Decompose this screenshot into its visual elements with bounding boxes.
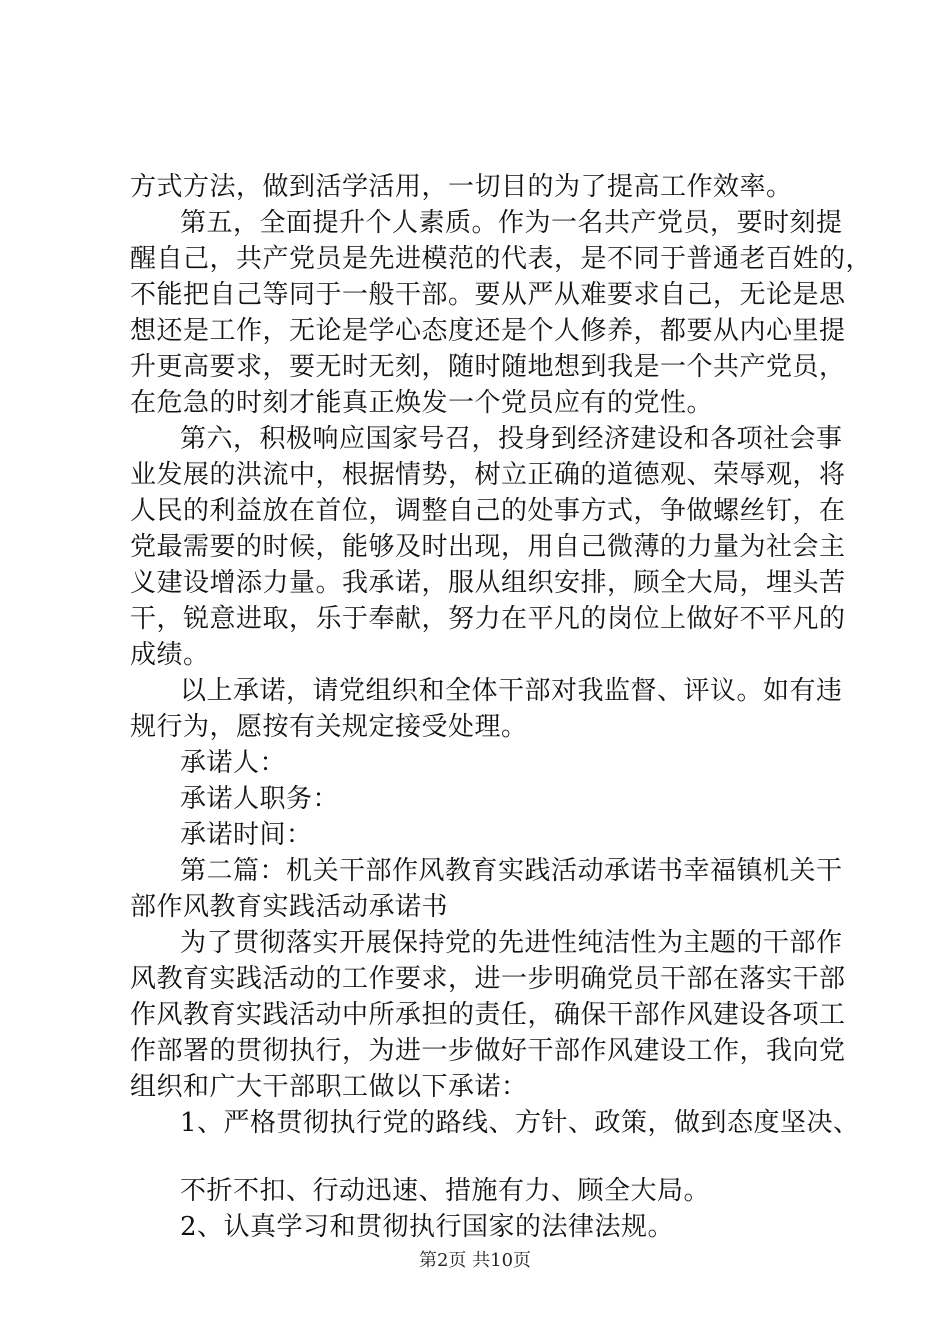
- body-text-line: 作风教育实践活动中所承担的责任，确保干部作风建设各项工: [130, 1000, 846, 1030]
- body-text-line: 干，锐意进取，乐于奉献，努力在平凡的岗位上做好不平凡的: [130, 604, 846, 634]
- body-text-line: 义建设增添力量。我承诺，服从组织安排，顾全大局，埋头苦: [130, 568, 846, 598]
- signature-position-label: 承诺人职务：: [180, 784, 340, 814]
- body-text-line: 不能把自己等同于一般干部。要从严从难要求自己，无论是思: [130, 280, 846, 310]
- list-item: 2、认真学习和贯彻执行国家的法律法规。: [180, 1212, 675, 1242]
- body-text-line: 方式方法，做到活学活用，一切目的为了提高工作效率。: [130, 172, 793, 202]
- list-item: 1、严格贯彻执行党的路线、方针、政策，做到态度坚决、: [180, 1108, 860, 1138]
- body-text-line: 规行为，愿按有关规定接受处理。: [130, 712, 528, 742]
- body-text-line: 作部署的贯彻执行，为进一步做好干部作风建设工作，我向党: [130, 1036, 846, 1066]
- body-text-line: 升更高要求，要无时无刻，随时随地想到我是一个共产党员，: [130, 352, 846, 382]
- section-heading-line: 部作风教育实践活动承诺书: [130, 892, 449, 922]
- page-number: 第2页 共10页: [418, 1250, 532, 1271]
- body-text-line: 第五，全面提升个人素质。作为一名共产党员，要时刻提: [180, 208, 843, 238]
- list-item-continuation: 不折不扣、行动迅速、措施有力、顾全大局。: [180, 1176, 711, 1206]
- body-text-line: 想还是工作，无论是学心态度还是个人修养，都要从内心里提: [130, 316, 846, 346]
- signature-date-label: 承诺时间：: [180, 820, 313, 850]
- body-text-line: 醒自己，共产党员是先进模范的代表，是不同于普通老百姓的，: [130, 244, 873, 274]
- signature-label: 承诺人：: [180, 748, 287, 778]
- body-text-line: 以上承诺，请党组织和全体干部对我监督、评议。如有违: [180, 676, 843, 706]
- body-text-line: 在危急的时刻才能真正焕发一个党员应有的党性。: [130, 388, 714, 418]
- body-text-line: 为了贯彻落实开展保持党的先进性纯洁性为主题的干部作: [180, 928, 843, 958]
- body-text-line: 成绩。: [130, 640, 210, 670]
- body-text-line: 业发展的洪流中，根据情势，树立正确的道德观、荣辱观，将: [130, 460, 846, 490]
- body-text-line: 组织和广大干部职工做以下承诺：: [130, 1072, 528, 1102]
- body-text-line: 人民的利益放在首位，调整自己的处事方式，争做螺丝钉，在: [130, 496, 846, 526]
- body-text-line: 党最需要的时候，能够及时出现，用自己微薄的力量为社会主: [130, 532, 846, 562]
- section-heading-line: 第二篇：机关干部作风教育实践活动承诺书幸福镇机关干: [180, 856, 843, 886]
- body-text-line: 风教育实践活动的工作要求，进一步明确党员干部在落实干部: [130, 964, 846, 994]
- body-text-line: 第六，积极响应国家号召，投身到经济建设和各项社会事: [180, 424, 843, 454]
